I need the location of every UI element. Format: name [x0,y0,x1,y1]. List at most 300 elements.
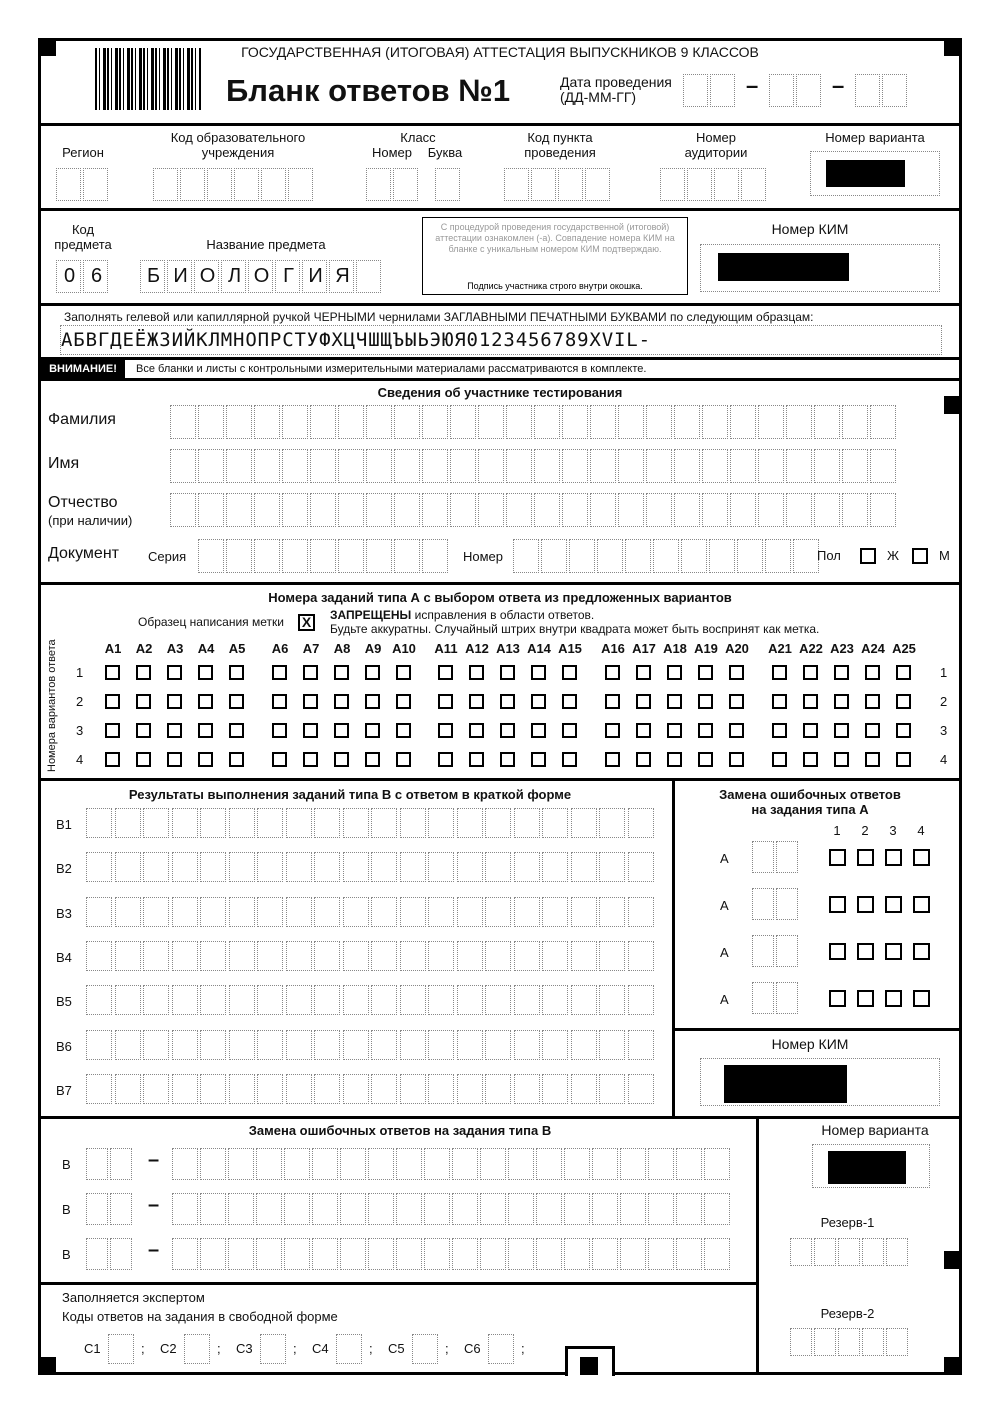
cell[interactable] [257,941,283,971]
cell[interactable] [776,935,798,967]
cell[interactable] [628,897,654,927]
type-a-answer-box[interactable] [229,694,244,709]
auditorium-cells[interactable] [660,168,768,201]
cell[interactable] [312,1238,338,1270]
type-a-answer-box[interactable] [303,723,318,738]
cell[interactable] [172,1148,198,1180]
expert-code-cell[interactable] [260,1334,286,1364]
type-a-answer-box[interactable] [469,752,484,767]
cell[interactable] [702,405,728,439]
cell[interactable] [172,941,198,971]
type-a-answer-box[interactable] [636,723,651,738]
cell[interactable] [282,493,308,527]
edu-code-cells[interactable] [153,168,315,201]
cell[interactable] [396,1193,422,1225]
type-a-answer-box[interactable] [605,665,620,680]
cell[interactable] [480,1238,506,1270]
cell[interactable] [422,493,448,527]
cell[interactable] [564,1193,590,1225]
cell[interactable] [485,808,511,838]
cell[interactable] [569,539,595,573]
cell[interactable] [115,1030,141,1060]
cell[interactable] [793,539,819,573]
class-letter-cells[interactable] [435,168,462,201]
cell[interactable] [371,897,397,927]
type-a-answer-box[interactable] [229,752,244,767]
cell[interactable] [730,405,756,439]
cell[interactable] [226,405,252,439]
type-a-answer-box[interactable] [772,665,787,680]
type-a-answer-box[interactable] [562,752,577,767]
cell[interactable] [592,1238,618,1270]
cell[interactable] [571,852,597,882]
type-a-answer-box[interactable] [469,665,484,680]
cell[interactable] [115,985,141,1015]
cell[interactable] [765,539,791,573]
type-a-answer-box[interactable] [562,665,577,680]
expert-code-cell[interactable] [488,1334,514,1364]
type-a-answer-box[interactable] [365,694,380,709]
cell[interactable] [428,808,454,838]
cell[interactable] [536,1193,562,1225]
cell[interactable] [400,852,426,882]
doc-number-cells[interactable] [513,539,821,573]
cell[interactable] [229,852,255,882]
replace-a-task-cells[interactable] [752,841,800,873]
cell[interactable] [737,539,763,573]
cell[interactable] [257,1030,283,1060]
cell[interactable] [198,539,224,573]
cell[interactable] [312,1148,338,1180]
cell[interactable] [86,1238,108,1270]
type-b-answer-cells[interactable] [86,852,656,882]
type-a-answer-box[interactable] [667,694,682,709]
cell[interactable] [842,449,868,483]
cell[interactable] [254,405,280,439]
cell[interactable] [424,1238,450,1270]
replace-a-answer-box[interactable] [885,943,902,960]
cell[interactable] [86,941,112,971]
cell[interactable] [400,808,426,838]
cell[interactable] [542,1074,568,1104]
cell[interactable] [457,1074,483,1104]
cell[interactable] [143,985,169,1015]
type-a-answer-box[interactable] [531,723,546,738]
type-a-answer-box[interactable] [896,723,911,738]
cell[interactable] [115,897,141,927]
cell[interactable] [478,449,504,483]
cell[interactable] [400,985,426,1015]
cell[interactable] [200,985,226,1015]
replace-a-answer-box[interactable] [857,943,874,960]
type-a-answer-box[interactable] [834,694,849,709]
cell[interactable] [628,941,654,971]
cell[interactable] [172,985,198,1015]
cell[interactable] [571,1030,597,1060]
cell[interactable] [257,852,283,882]
type-a-answer-box[interactable] [803,752,818,767]
type-a-answer-box[interactable] [136,694,151,709]
type-b-answer-cells[interactable] [86,941,656,971]
cell[interactable] [514,897,540,927]
cell[interactable] [310,539,336,573]
type-a-answer-box[interactable] [469,723,484,738]
cell[interactable] [648,1148,674,1180]
type-a-answer-box[interactable] [198,665,213,680]
cell[interactable] [371,808,397,838]
expert-code-cell[interactable] [336,1334,362,1364]
cell[interactable] [758,449,784,483]
type-a-answer-box[interactable] [438,752,453,767]
type-a-answer-box[interactable] [834,752,849,767]
cell[interactable] [226,449,252,483]
type-a-answer-box[interactable] [469,694,484,709]
cell[interactable] [86,1193,108,1225]
type-a-answer-box[interactable] [772,694,787,709]
cell[interactable] [143,1030,169,1060]
cell[interactable] [172,1074,198,1104]
cell[interactable] [628,1074,654,1104]
cell[interactable] [452,1193,478,1225]
cell[interactable] [310,405,336,439]
cell[interactable] [457,941,483,971]
cell[interactable] [628,808,654,838]
cell[interactable] [457,808,483,838]
cell[interactable] [514,852,540,882]
cell[interactable] [814,405,840,439]
cell[interactable] [674,449,700,483]
cell[interactable] [282,539,308,573]
type-a-answer-box[interactable] [531,752,546,767]
cell[interactable] [674,493,700,527]
type-a-answer-box[interactable] [562,694,577,709]
cell[interactable] [310,449,336,483]
type-a-answer-box[interactable] [272,665,287,680]
cell[interactable] [312,1193,338,1225]
cell[interactable] [541,539,567,573]
type-a-answer-box[interactable] [865,665,880,680]
cell[interactable] [702,449,728,483]
cell[interactable] [842,405,868,439]
cell[interactable] [452,1148,478,1180]
cell[interactable] [340,1193,366,1225]
cell[interactable] [422,449,448,483]
type-a-answer-box[interactable] [865,723,880,738]
type-a-answer-box[interactable] [698,752,713,767]
cell[interactable] [564,1238,590,1270]
type-b-answer-cells[interactable] [86,897,656,927]
replace-a-answer-box[interactable] [829,990,846,1007]
type-a-answer-box[interactable] [531,694,546,709]
cell[interactable] [143,1074,169,1104]
surname-cells[interactable] [170,405,898,439]
type-a-answer-box[interactable] [636,694,651,709]
type-a-answer-box[interactable] [896,665,911,680]
cell[interactable] [371,941,397,971]
cell[interactable] [366,493,392,527]
type-a-answer-box[interactable] [105,723,120,738]
replace-b-answer-cells[interactable] [172,1148,732,1180]
cell[interactable] [170,449,196,483]
cell[interactable] [542,941,568,971]
cell[interactable] [343,1074,369,1104]
cell[interactable] [86,852,112,882]
cell[interactable] [450,493,476,527]
type-a-answer-box[interactable] [334,723,349,738]
replace-a-answer-box[interactable] [829,896,846,913]
cell[interactable] [229,808,255,838]
cell[interactable] [590,405,616,439]
type-a-answer-box[interactable] [365,665,380,680]
cell[interactable] [226,493,252,527]
cell[interactable] [366,405,392,439]
cell[interactable] [653,539,679,573]
type-a-answer-box[interactable] [500,665,515,680]
cell[interactable] [534,405,560,439]
replace-a-answer-box[interactable] [913,990,930,1007]
type-a-answer-box[interactable] [803,665,818,680]
cell[interactable] [514,808,540,838]
cell[interactable] [571,897,597,927]
type-a-answer-box[interactable] [229,665,244,680]
cell[interactable] [170,493,196,527]
type-a-answer-box[interactable] [729,665,744,680]
cell[interactable] [485,852,511,882]
cell[interactable] [343,808,369,838]
cell[interactable] [172,808,198,838]
cell[interactable] [428,941,454,971]
cell[interactable] [229,897,255,927]
cell[interactable] [110,1148,132,1180]
replace-a-answer-box[interactable] [885,896,902,913]
name-cells[interactable] [170,449,898,483]
cell[interactable] [257,985,283,1015]
type-a-answer-box[interactable] [729,723,744,738]
type-a-answer-box[interactable] [167,723,182,738]
cell[interactable] [200,941,226,971]
type-a-answer-box[interactable] [167,694,182,709]
cell[interactable] [256,1193,282,1225]
cell[interactable] [776,841,798,873]
cell[interactable] [314,897,340,927]
type-a-answer-box[interactable] [605,723,620,738]
cell[interactable] [599,985,625,1015]
cell[interactable] [284,1148,310,1180]
cell[interactable] [536,1148,562,1180]
type-a-answer-box[interactable] [803,694,818,709]
consent-box[interactable] [422,217,688,295]
cell[interactable] [814,449,840,483]
cell[interactable] [599,1074,625,1104]
cell[interactable] [870,405,896,439]
cell[interactable] [200,808,226,838]
cell[interactable] [870,493,896,527]
cell[interactable] [314,941,340,971]
cell[interactable] [618,449,644,483]
cell[interactable] [254,449,280,483]
type-a-answer-box[interactable] [396,752,411,767]
replace-a-task-cells[interactable] [752,935,800,967]
cell[interactable] [704,1193,730,1225]
cell[interactable] [282,405,308,439]
cell[interactable] [86,897,112,927]
cell[interactable] [286,985,312,1015]
replace-a-answer-box[interactable] [913,849,930,866]
cell[interactable] [676,1148,702,1180]
cell[interactable] [542,985,568,1015]
cell[interactable] [86,985,112,1015]
cell[interactable] [343,941,369,971]
cell[interactable] [200,897,226,927]
type-a-answer-box[interactable] [667,752,682,767]
cell[interactable] [428,852,454,882]
reserve2-cells[interactable] [790,1328,910,1356]
cell[interactable] [676,1238,702,1270]
cell[interactable] [776,888,798,920]
cell[interactable] [646,493,672,527]
cell[interactable] [86,808,112,838]
type-a-answer-box[interactable] [605,694,620,709]
cell[interactable] [143,897,169,927]
cell[interactable] [310,493,336,527]
type-a-answer-box[interactable] [729,694,744,709]
type-a-answer-box[interactable] [136,723,151,738]
cell[interactable] [452,1238,478,1270]
cell[interactable] [340,1148,366,1180]
cell[interactable] [534,493,560,527]
replace-a-answer-box[interactable] [829,943,846,960]
cell[interactable] [730,449,756,483]
sex-box-zh[interactable] [860,548,876,564]
cell[interactable] [702,493,728,527]
cell[interactable] [681,539,707,573]
cell[interactable] [428,1030,454,1060]
type-a-answer-box[interactable] [396,723,411,738]
cell[interactable] [457,1030,483,1060]
cell[interactable] [513,539,539,573]
type-b-answer-cells[interactable] [86,808,656,838]
type-a-answer-box[interactable] [698,665,713,680]
cell[interactable] [110,1238,132,1270]
cell[interactable] [485,985,511,1015]
cell[interactable] [730,493,756,527]
type-a-answer-box[interactable] [334,694,349,709]
cell[interactable] [229,1030,255,1060]
cell[interactable] [478,405,504,439]
cell[interactable] [256,1238,282,1270]
replace-a-task-cells[interactable] [752,888,800,920]
cell[interactable] [198,405,224,439]
type-a-answer-box[interactable] [896,752,911,767]
type-b-answer-cells[interactable] [86,1074,656,1104]
cell[interactable] [343,897,369,927]
cell[interactable] [752,841,774,873]
cell[interactable] [599,808,625,838]
type-a-answer-box[interactable] [272,752,287,767]
cell[interactable] [485,1074,511,1104]
replace-b-answer-cells[interactable] [172,1238,732,1270]
cell[interactable] [599,1030,625,1060]
cell[interactable] [314,852,340,882]
cell[interactable] [457,985,483,1015]
cell[interactable] [394,493,420,527]
cell[interactable] [254,493,280,527]
cell[interactable] [257,808,283,838]
cell[interactable] [284,1193,310,1225]
cell[interactable] [286,1030,312,1060]
cell[interactable] [115,852,141,882]
cell[interactable] [254,539,280,573]
cell[interactable] [257,1074,283,1104]
type-a-answer-box[interactable] [365,752,380,767]
type-a-answer-box[interactable] [667,723,682,738]
cell[interactable] [198,493,224,527]
cell[interactable] [704,1148,730,1180]
cell[interactable] [752,982,774,1014]
cell[interactable] [282,449,308,483]
cell[interactable] [284,1238,310,1270]
cell[interactable] [542,1030,568,1060]
type-a-answer-box[interactable] [803,723,818,738]
cell[interactable] [424,1193,450,1225]
type-a-answer-box[interactable] [562,723,577,738]
cell[interactable] [200,1238,226,1270]
expert-code-cell[interactable] [184,1334,210,1364]
cell[interactable] [786,493,812,527]
cell[interactable] [343,852,369,882]
cell[interactable] [776,982,798,1014]
cell[interactable] [338,405,364,439]
type-a-answer-box[interactable] [136,665,151,680]
cell[interactable] [542,897,568,927]
type-a-answer-box[interactable] [698,723,713,738]
cell[interactable] [314,1074,340,1104]
cell[interactable] [228,1193,254,1225]
cell[interactable] [842,493,868,527]
cell[interactable] [170,405,196,439]
type-a-answer-box[interactable] [667,665,682,680]
cell[interactable] [343,1030,369,1060]
cell[interactable] [562,449,588,483]
cell[interactable] [786,449,812,483]
replace-a-answer-box[interactable] [885,990,902,1007]
cell[interactable] [428,897,454,927]
cell[interactable] [229,985,255,1015]
cell[interactable] [394,405,420,439]
type-a-answer-box[interactable] [834,665,849,680]
cell[interactable] [562,493,588,527]
type-b-answer-cells[interactable] [86,1030,656,1060]
type-a-answer-box[interactable] [303,665,318,680]
type-a-answer-box[interactable] [772,752,787,767]
type-b-answer-cells[interactable] [86,985,656,1015]
type-a-answer-box[interactable] [438,723,453,738]
type-a-answer-box[interactable] [605,752,620,767]
cell[interactable] [172,1193,198,1225]
type-a-answer-box[interactable] [396,665,411,680]
replace-a-answer-box[interactable] [913,896,930,913]
cell[interactable] [628,1030,654,1060]
type-a-answer-box[interactable] [500,694,515,709]
type-a-answer-box[interactable] [105,665,120,680]
type-a-answer-box[interactable] [136,752,151,767]
cell[interactable] [628,985,654,1015]
cell[interactable] [172,1030,198,1060]
replace-b-task-cells[interactable] [86,1238,134,1270]
cell[interactable] [314,1030,340,1060]
reserve1-cells[interactable] [790,1238,910,1266]
type-a-answer-box[interactable] [167,752,182,767]
